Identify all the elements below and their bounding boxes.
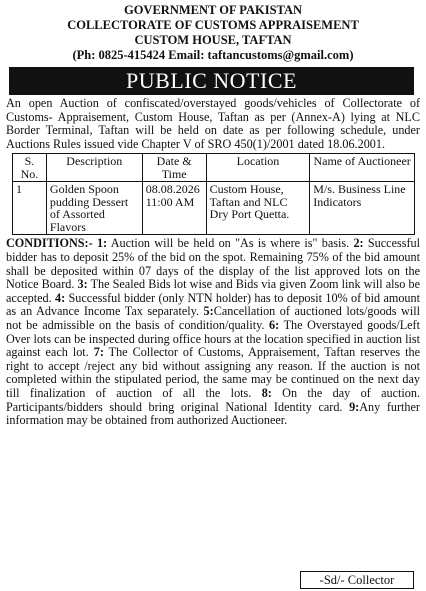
header-location: Location bbox=[206, 154, 310, 182]
cell-description: Golden Spoon pudding Dessert of Assorted Flavors bbox=[46, 182, 142, 235]
notice-banner: PUBLIC NOTICE bbox=[9, 67, 414, 95]
header-description: Description bbox=[46, 154, 142, 182]
header-sno: S. No. bbox=[13, 154, 47, 182]
table-header-row bbox=[13, 154, 415, 182]
header-date-time: Date & Time bbox=[142, 154, 206, 182]
condition-4-number: 4: bbox=[55, 290, 66, 305]
intro-paragraph: An open Auction of confiscated/overstayed goods/vehicles of Collectorate of Customs- Appraisement, Custom House, Taftan as per (Annex-A) lying at NLC Border Terminal, Taftan will be held on date as per following schedule, under Auctions Rules issued vide Chapter V of SRO 450(1)/2001 dated 18.06.2001. bbox=[6, 96, 420, 151]
condition-9: Any further information may be obtained from authorized Auctioneer. bbox=[6, 399, 420, 428]
conditions-paragraph bbox=[6, 237, 420, 427]
cell-auctioneer: M/s. Business Line Indicators bbox=[310, 182, 415, 235]
signature-box: -Sd/- Collector bbox=[300, 571, 414, 589]
condition-2-number: 2: bbox=[353, 236, 364, 251]
cell-location: Custom House, Taftan and NLC Dry Port Quetta. bbox=[206, 182, 310, 235]
conditions-heading: CONDITIONS:- 1: bbox=[6, 236, 108, 251]
condition-8: On the day of auction. Participants/bidders should bring original National Identity card. bbox=[6, 385, 421, 414]
condition-6: The Overstayed goods/Left Over lots can be inspected during office hours at the location specified in auction list against each lot. bbox=[6, 317, 420, 360]
header-custom-house: CUSTOM HOUSE, TAFTAN bbox=[134, 33, 292, 47]
condition-6-number: 6: bbox=[269, 317, 280, 332]
cell-date-time: 08.08.2026 11:00 AM bbox=[142, 182, 206, 235]
header-auctioneer: Name of Auctioneer bbox=[310, 154, 415, 182]
header-collectorate: COLLECTORATE OF CUSTOMS APPRAISEMENT bbox=[67, 18, 359, 32]
header-contact: (Ph: 0825-415424 Email: taftancustoms@gmail.com) bbox=[72, 48, 354, 62]
header-government: GOVERNMENT OF PAKISTAN bbox=[123, 3, 303, 17]
condition-7: The Collector of Customs, Appraisement, Taftan reserves the right to accept /reject any bid without assigning any reason. If the auction is not completed within the stipulated period, the same may be continued on the next day till finalization of auction of all the lots. bbox=[6, 345, 420, 400]
table-row bbox=[13, 182, 415, 235]
condition-5-number: 5: bbox=[203, 304, 214, 319]
condition-2: Successful bidder has to deposit 25% of the bid on the spot. Remaining 75% of the bid amount shall be deposited within 07 days of the display of the list approved lots on the Notice Board. bbox=[6, 236, 421, 292]
condition-7-number: 7: bbox=[93, 345, 104, 360]
condition-5: Cancellation of auctioned lots/goods will not be admissible on the basis of condition/quality. bbox=[6, 304, 420, 332]
condition-3-number: 3: bbox=[77, 277, 88, 292]
cell-sno: 1 bbox=[13, 182, 47, 235]
condition-9-number: 9: bbox=[349, 399, 360, 414]
condition-8-number: 8: bbox=[261, 385, 272, 400]
condition-1: Auction will be held on "As is where is" basis. bbox=[107, 236, 354, 251]
condition-3: The Sealed Bids lot wise and Bids via given Zoom link will also be accepted. bbox=[6, 277, 420, 305]
auction-table bbox=[12, 153, 415, 235]
condition-4: Successful bidder (only NTN holder) has to deposit 10% of bid amount as an Advance Income Tax separately. bbox=[6, 290, 421, 319]
